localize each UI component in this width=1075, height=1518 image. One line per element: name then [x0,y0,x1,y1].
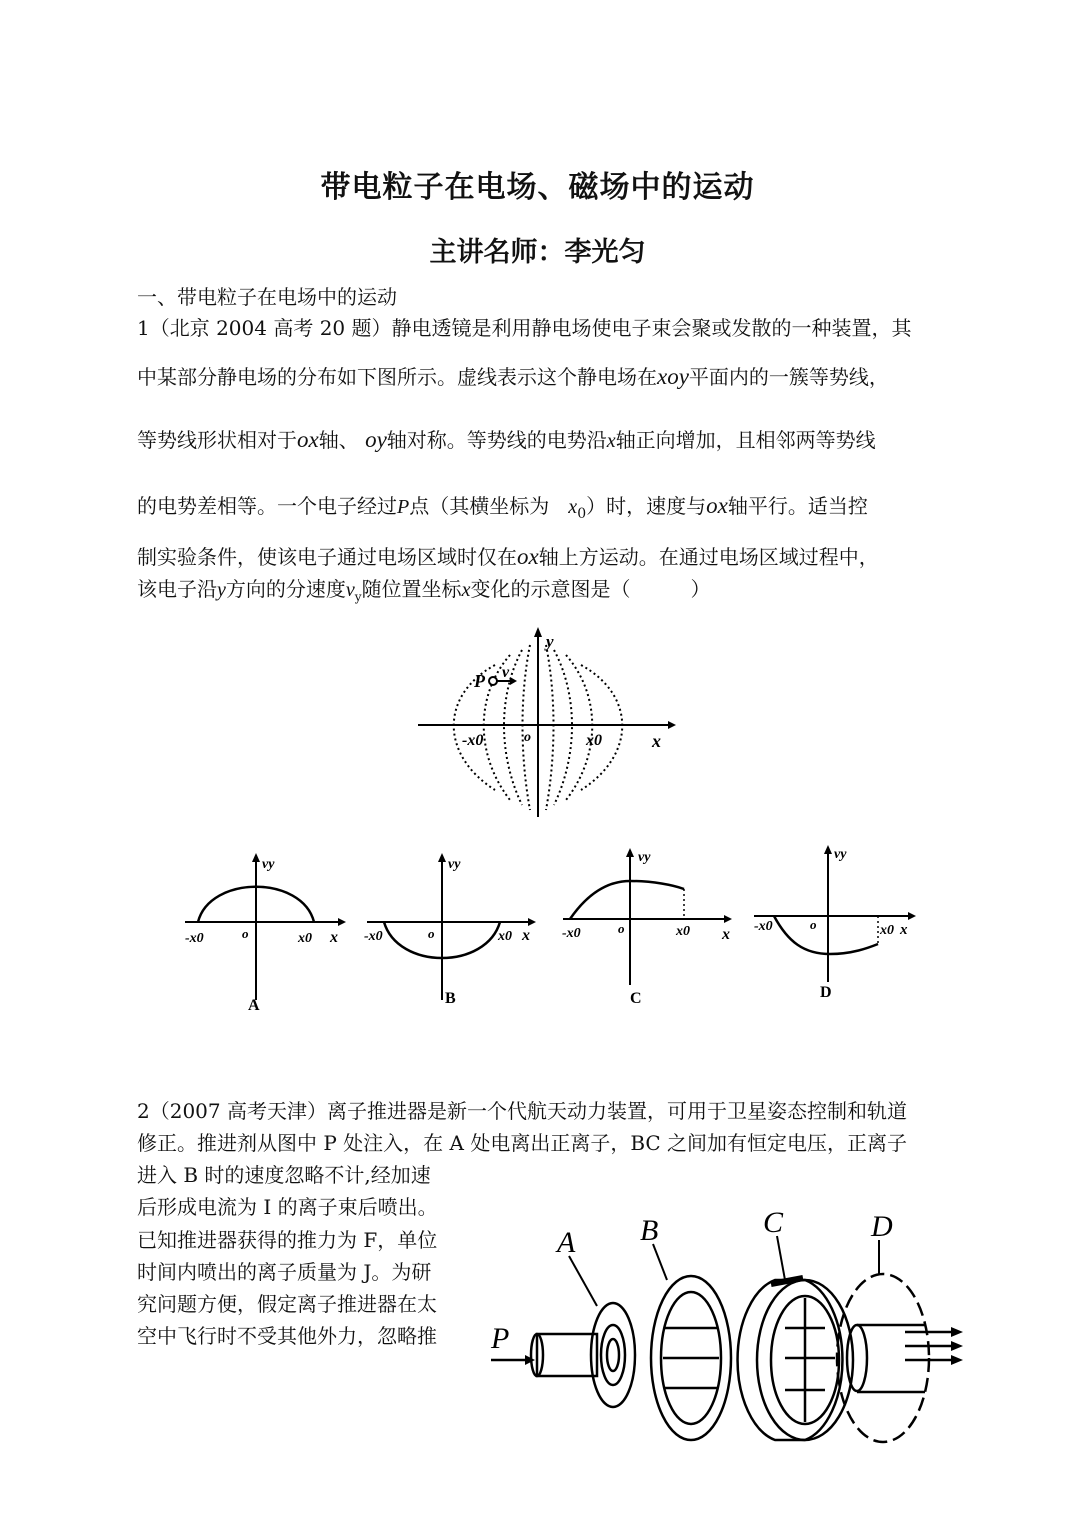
label-b: B [640,1214,659,1247]
fig1-origin-label: o [524,730,531,745]
fig1-x-label: x [652,731,661,751]
q1-line-2: 中某部分静电场的分布如下图所示。虚线表示这个静电场在xoy平面内的一簇等势线， [137,364,889,389]
option-c-x: x [722,926,730,943]
option-b-vy-label: vy [448,857,461,872]
section-heading: 一、带电粒子在电场中的运动 [137,285,397,309]
option-c-origin: o [618,921,625,936]
option-c-label: C [630,990,642,1007]
q1-line-5: 制实验条件，使该电子通过电场区域时仅在ox轴上方运动。在通过电场区域过程中， [137,544,879,569]
option-d-x0: x0 [880,923,894,938]
option-b-x: x [522,927,530,944]
page-title: 带电粒子在电场、磁场中的运动 [320,170,755,205]
option-d-label: D [820,984,832,1001]
component-d [837,1274,929,1442]
option-d-graph [752,842,922,1007]
q2-line-8: 空中飞行时不受其他外力，忽略推 [137,1324,437,1348]
option-c-neg-x0: -x0 [562,926,581,941]
injection-tube [537,1334,597,1376]
option-d-origin: o [810,917,817,932]
q2-line-3: 进入 B 时的速度忽略不计,经加速 [137,1163,431,1187]
option-a-x0: x0 [298,931,312,946]
q2-line-1: 2（2007 高考天津）离子推进器是新一个代航天动力装置，可用于卫星姿态控制和轨道 [137,1099,907,1123]
option-d-x: x [900,922,908,938]
label-a: A [557,1226,576,1259]
option-a-neg-x0: -x0 [185,931,204,946]
point-p-marker [489,677,497,685]
fig1-x0-label: x0 [586,732,602,749]
option-b-label: B [445,990,456,1007]
option-a-origin: o [242,926,249,941]
option-d-neg-x0: -x0 [754,919,773,934]
q2-line-5: 已知推进器获得的推力为 F，单位 [137,1228,438,1252]
q2-line-6: 时间内喷出的离子质量为 J。为研 [137,1260,432,1284]
equipotential-figure [410,625,680,825]
option-c-x0: x0 [676,924,690,939]
option-d-vy-label: vy [834,847,847,862]
velocity-label: v [502,664,510,681]
page-subtitle: 主讲名师：李光匀 [429,237,646,268]
option-c-graph [558,845,743,1010]
option-c-vy-label: vy [638,850,651,865]
option-a-x: x [330,929,338,946]
fig1-y-label: y [546,632,554,651]
option-b-x0: x0 [498,929,512,944]
label-p: P [491,1322,510,1355]
label-d: D [871,1210,893,1243]
option-a-label: A [248,997,260,1014]
option-b-neg-x0: -x0 [364,929,383,944]
option-a-vy-label: vy [262,857,275,872]
q1-line-3: 等势线形状相对于ox轴、 oy轴对称。等势线的电势沿x轴正向增加，且相邻两等势线 [137,427,876,452]
q2-line-2: 修正。推进剂从图中 P 处注入，在 A 处电离出正离子，BC 之间加有恒定电压，正离子 [137,1131,908,1155]
fig1-neg-x0-label: -x0 [462,732,484,749]
label-c: C [763,1206,784,1239]
point-p-label: P [474,671,485,691]
option-a-graph [180,850,355,1015]
q1-line-6: 该电子沿y方向的分速度$v_y$随位置坐标x变化的示意图是（ ） [137,577,711,604]
ion-beam-arrows [905,1332,955,1360]
q1-line-4: 的电势差相等。一个电子经过P点（其横坐标为 $x_0$）时，速度与ox轴平行。适当控 [137,493,868,522]
option-c-curve [570,881,684,919]
option-b-origin: o [428,926,435,941]
q2-line-4: 后形成电流为 I 的离子束后喷出。 [137,1195,438,1219]
option-d-curve [774,916,878,954]
option-b-graph [362,850,542,1015]
q2-line-7: 究问题方便，假定离子推进器在太 [137,1292,437,1316]
ion-thruster-figure [485,1200,975,1450]
q1-line-1: 1（北京 2004 高考 20 题）静电透镜是利用静电场使电子束会聚或发散的一种装置，其 [137,316,912,340]
